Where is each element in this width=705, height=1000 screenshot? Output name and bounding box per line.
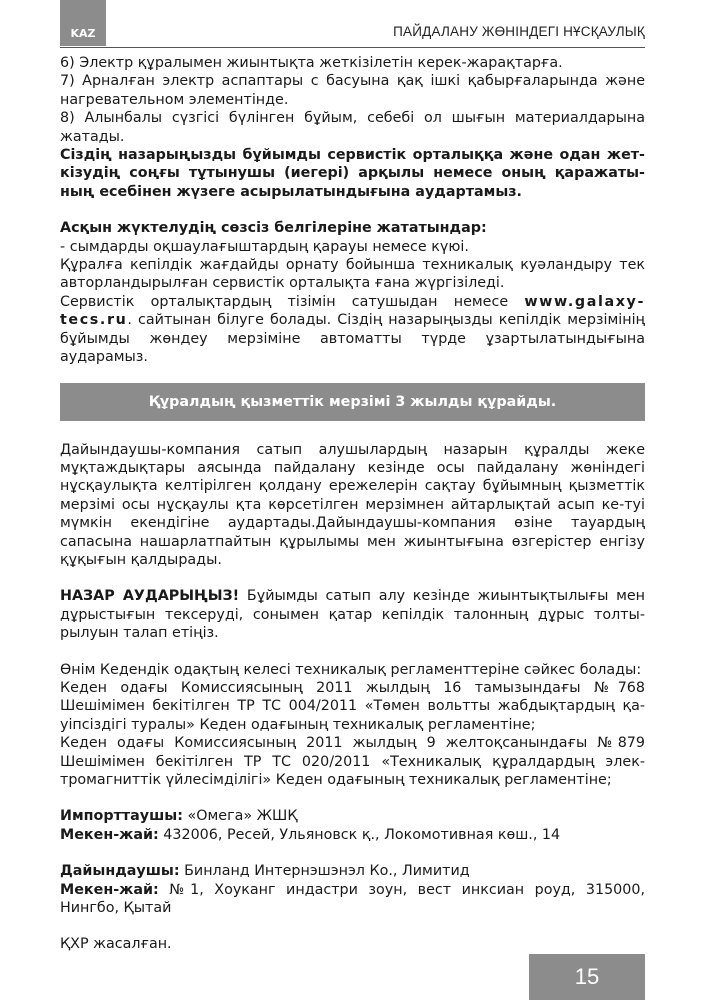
regulation-line: Кеден одағы Комиссиясының 2011 жылдың 9 желтоқсанындағы №879 Шешімімен бекітілген ТР ТС 020/2011 «Техникалық құралдардың элек-тромагниттік үйлесімділігі» Кеден одағының техникалық регламентіне; [60,735,645,788]
spacer [60,643,645,661]
importer-address-label: Мекен-жай: [60,826,159,843]
spacer [60,844,645,862]
attention-paragraph [60,587,645,642]
attention-text: Бұйымды сатып алу кезінде жиынтықтылығы мен дұрыстығын тексеруді, сонымен қатар кепілдік талонның дұрыс толты-рылуын талап етіңіз. [60,588,646,642]
page-header-title: ПАЙДАЛАНУ ЖӨНІНДЕГІ НҰСҚАУЛЫҚ [393,24,645,39]
service-life-banner: Құралдың қызметтік мерзімі 3 жылды құрайды. [60,383,645,421]
producer-line [60,862,645,880]
producer-label: Дайындаушы: [60,863,180,880]
country-of-origin: ҚХР жасалған. [60,936,172,953]
producer-address-line [60,881,645,918]
importer-value: «Омега» ЖШҚ [182,808,298,825]
overload-heading: Асқын жүктелудің сөзсіз белгілеріне жататындар: [60,220,487,237]
page-number: 15 [529,954,645,1000]
producer-address: №1, Хоуканг индастри зоун, вест инксиан роуд, 315000, Нингбо, Қытай [60,881,645,917]
producer-value: Бинланд Интернэшэнэл Ко., Лимитид [179,863,470,880]
list-item: 8) Алынбалы сүзгісі бүлінген бұйым, себебі ол шығын материалдарына жатады. [60,110,645,145]
importer-address-line [60,826,645,844]
manufacturer-paragraph: Дайындаушы-компания сатып алушылардың назарын құралды жеке мұқтаждықтары аясында пайдалану кезінде осы пайдалану жөніндегі нұсқаулықта келтірілген қолдану ережелерін сақтау бұйымның қызметтік мерзімі осы нұсқаулы қта көрсетілген мерзімнен айтарлықтай асып ке-туі мүмкін екендігіне аудартады.Дайындаушы-компания өзіне тауардың сапасына нашарлатпайтын құрылымы мен жиынтығына өзгерістер енгізу құқығын қалдырады. [60,441,645,568]
overload-line: Құралға кепілдік жағдайды орнату бойынша техникалық куәландыру тек авторландырылған сервистік орталықта ғана жүргізіледі. [60,257,645,292]
service-centers-pre: Сервистік орталықтардың тізімін сатушыдан немесе [60,293,525,310]
service-centers-post: . сайтынан білуге болады. Сіздің назарыңызды кепілдік мерзімінің бұйымды жөндеу мерзіміне автоматты түрде ұзартылатындығына аударамыз. [60,312,645,366]
page-content [60,54,645,954]
importer-label: Импорттаушы: [60,808,183,825]
regulation-line: Кеден одағы Комиссиясының 2011 жылдың 16 тамызындағы №768 Шешімімен бекітілген ТР ТС 004/2011 «Төмен вольтты жабдықтардың қа-уіпсіздігі туралы» Кеден одағының техникалық регламентіне; [60,679,645,733]
attention-label: НАЗАР АУДАРЫҢЫЗ! [60,588,240,605]
importer-line [60,807,645,825]
spacer [60,917,645,935]
list-item: 6) Электр құралымен жиынтықта жеткізілетін керек-жарақтарға. [60,55,563,71]
list-item: 7) Арналған электр аспаптары с басуына қақ ішкі қабырғаларында және нагревательном элементінде. [60,73,645,108]
language-tab: KAZ [60,0,106,46]
service-note: Сіздің назарыңызды бұйымды сервистік орталыққа және одан жет-кізудің соңғы тұтынушы (иегері) арқылы немесе оның қаражаты-ның есебінен жүзеге асырылатындығына аудартамыз. [60,147,645,200]
importer-address: 432006, Ресей, Ульяновск қ., Локомотивная көш., 14 [158,826,561,843]
spacer [60,201,645,219]
producer-address-label: Мекен-жай: [60,881,159,898]
spacer [60,789,645,807]
overload-line: - сымдарды оқшаулағыштардың қарауы немесе күюі. [60,238,469,255]
website-link[interactable]: www.galaxy-tecs.ru [60,293,645,329]
spacer [60,569,645,587]
regulation-line: Өнім Кедендік одақтың келесі техникалық регламенттеріне сәйкес болады: [60,661,642,678]
header-divider [60,47,645,48]
service-centers-text [60,293,645,367]
